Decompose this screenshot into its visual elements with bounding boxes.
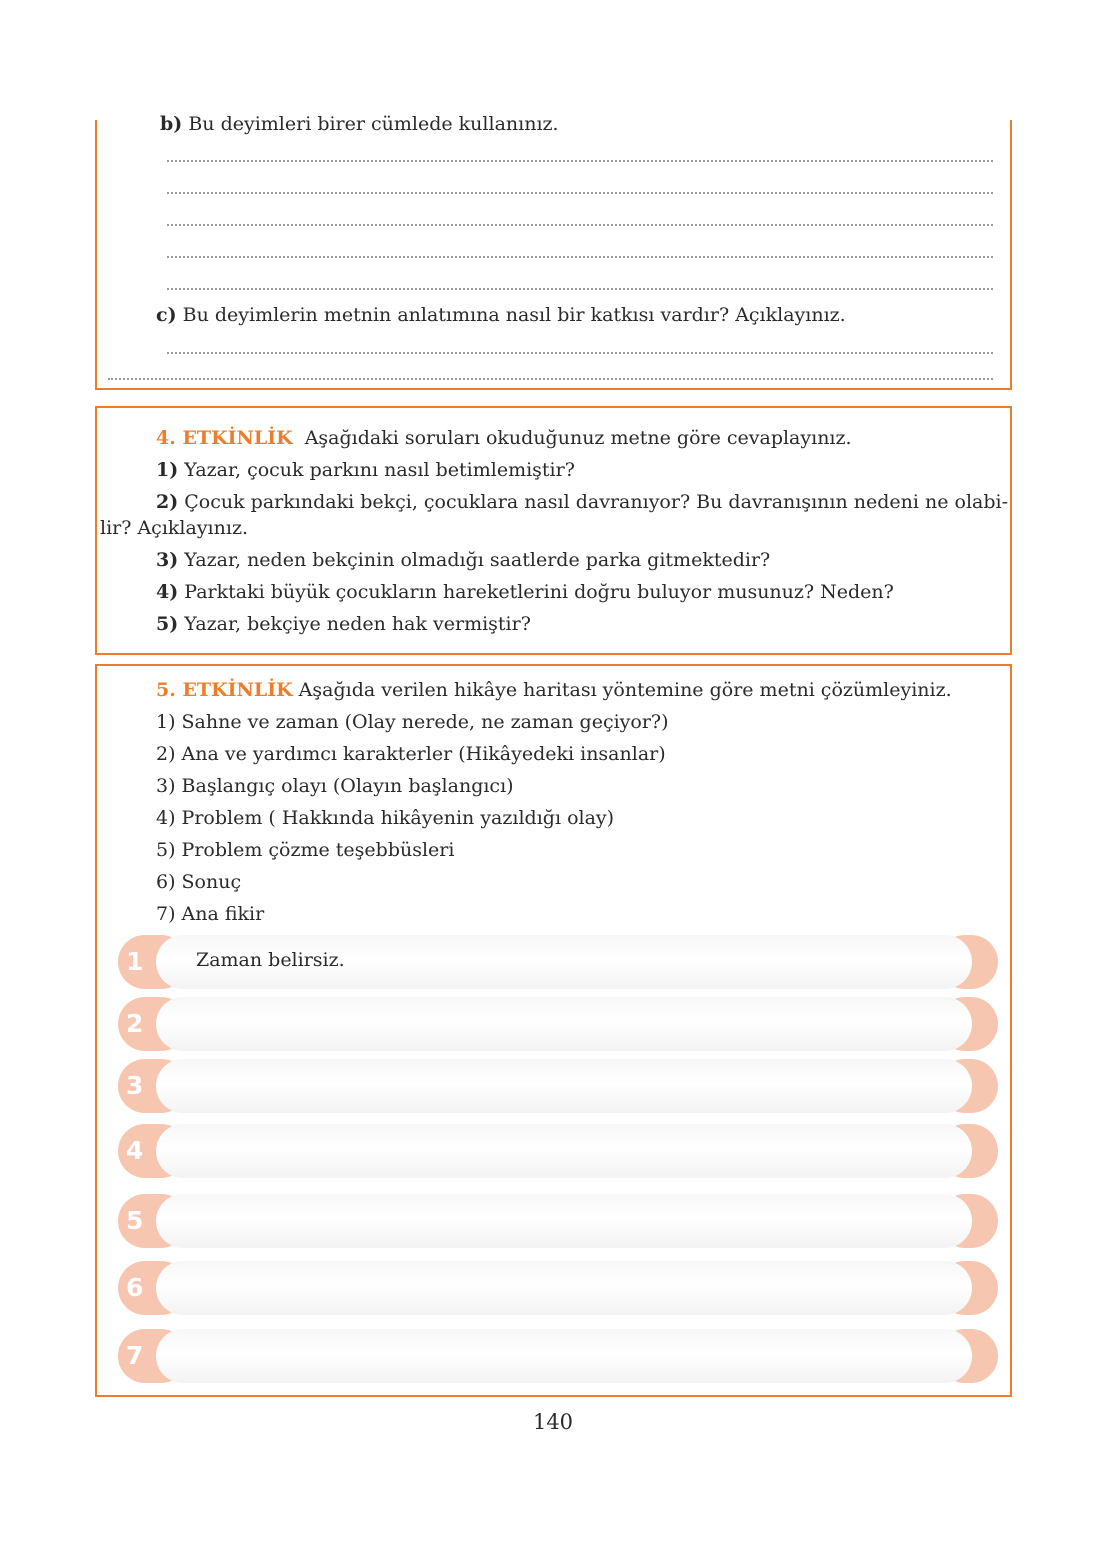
activity-4-instruction: Aşağıdaki soruları okuduğunuz metne göre cevaplayınız. [304,427,852,449]
section-b-prompt: b) Bu deyimleri birer cümlede kullanınız. [160,113,559,135]
activity-4-label: 4. ETKİNLİK [156,427,293,449]
answer-number: 4 [126,1136,144,1165]
story-map-item: 3) Başlangıç olayı (Olayın başlangıcı) [156,775,514,797]
story-map-item: 5) Problem çözme teşebbüsleri [156,839,455,861]
answer-band-3[interactable] [118,1059,998,1113]
answer-band-1[interactable] [118,935,998,989]
answer-number: 1 [126,947,144,976]
activity-4-header [156,426,852,450]
question-1: 1) Yazar, çocuk parkını nasıl betimlemiştir? [156,459,575,481]
story-map-item: 2) Ana ve yardımcı karakterler (Hikâyedeki insanlar) [156,743,666,765]
answer-line[interactable] [167,160,993,162]
activity-5-instruction: Aşağıda verilen hikâye haritası yöntemine göre metni çözümleyiniz. [298,679,952,701]
answer-line[interactable] [167,256,993,258]
question-2-continued: lir? Açıklayınız. [100,517,248,539]
answer-band-4[interactable] [118,1124,998,1178]
question-4: 4) Parktaki büyük çocukların hareketlerini doğru buluyor musunuz? Neden? [156,581,894,603]
page-number: 140 [532,1410,574,1434]
answer-band-7[interactable] [118,1329,998,1383]
answer-number: 3 [126,1071,144,1100]
activity-5-header [156,678,952,702]
activity-5-label: 5. ETKİNLİK [156,679,293,701]
question-2: 2) Çocuk parkındaki bekçi, çocuklara nasıl davranıyor? Bu davranışının nedeni ne olabi- [156,491,1009,513]
answer-text[interactable]: Zaman belirsiz. [196,949,345,971]
answer-number: 6 [126,1273,144,1302]
question-5: 5) Yazar, bekçiye neden hak vermiştir? [156,613,531,635]
answer-band-2[interactable] [118,997,998,1051]
section-c-prompt: c) Bu deyimlerin metnin anlatımına nasıl bir katkısı vardır? Açıklayınız. [156,304,846,326]
answer-band-6[interactable] [118,1261,998,1315]
story-map-item: 6) Sonuç [156,871,242,893]
answer-line[interactable] [167,288,993,290]
answer-line[interactable] [167,192,993,194]
answer-number: 5 [126,1206,144,1235]
story-map-item: 7) Ana fikir [156,903,265,925]
story-map-item: 1) Sahne ve zaman (Olay nerede, ne zaman geçiyor?) [156,711,669,733]
question-3: 3) Yazar, neden bekçinin olmadığı saatlerde parka gitmektedir? [156,549,771,571]
answer-number: 2 [126,1009,144,1038]
answer-number: 7 [126,1341,144,1370]
answer-band-5[interactable] [118,1194,998,1248]
answer-line[interactable] [108,378,993,380]
answer-line[interactable] [167,352,993,354]
answer-line[interactable] [167,224,993,226]
story-map-item: 4) Problem ( Hakkında hikâyenin yazıldığı olay) [156,807,615,829]
